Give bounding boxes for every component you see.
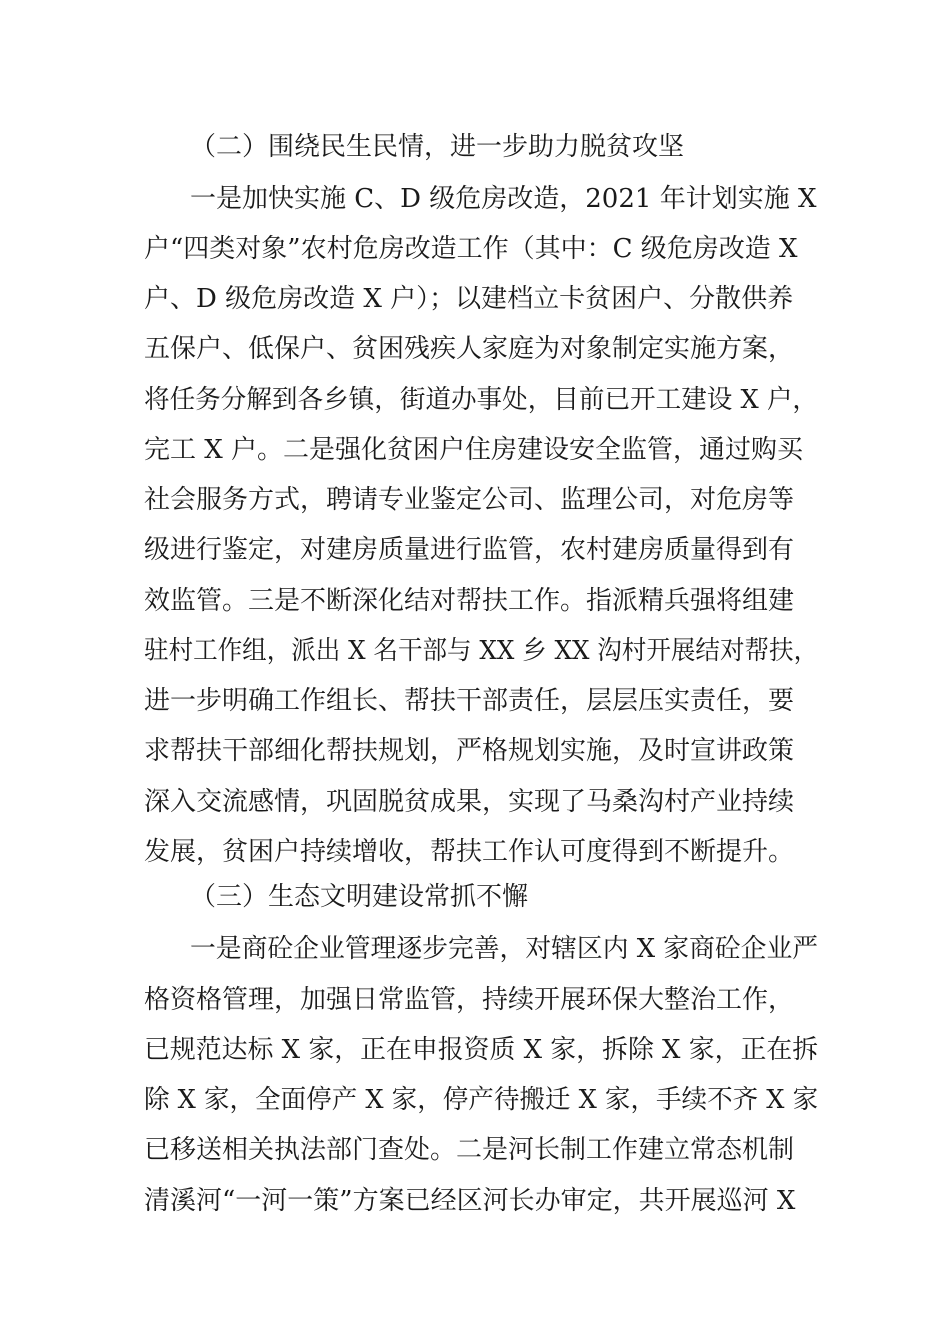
paragraph-line: 级进行鉴定，对建房质量进行监管，农村建房质量得到有 <box>144 535 795 565</box>
paragraph-line: 社会服务方式，聘请专业鉴定公司、监理公司，对危房等 <box>144 485 795 515</box>
paragraph-line: 户“四类对象”农村危房改造工作（其中：C 级危房改造 X <box>144 234 798 264</box>
paragraph-line: 除 X 家，全面停产 X 家，停产待搬迁 X 家，手续不齐 X 家 <box>144 1085 819 1115</box>
section-heading: （三）生态文明建设常抓不懈 <box>190 882 529 912</box>
paragraph-line: 求帮扶干部细化帮扶规划，严格规划实施，及时宣讲政策 <box>144 736 795 766</box>
paragraph-line: 已移送相关执法部门查处。二是河长制工作建立常态机制 <box>144 1135 795 1165</box>
paragraph-line: 清溪河“一河一策”方案已经区河长办审定，共开展巡河 X <box>144 1186 796 1216</box>
paragraph-line: 深入交流感情，巩固脱贫成果，实现了马桑沟村产业持续 <box>144 787 795 817</box>
paragraph-line: 驻村工作组，派出 X 名干部与 XX 乡 XX 沟村开展结对帮扶， <box>144 636 819 666</box>
paragraph-line: 一是商砼企业管理逐步完善，对辖区内 X 家商砼企业严 <box>190 934 819 964</box>
paragraph-line: 已规范达标 X 家，正在申报资质 X 家，拆除 X 家，正在拆 <box>144 1035 819 1065</box>
paragraph-line: 一是加快实施 C、D 级危房改造，2021 年计划实施 X <box>190 184 817 214</box>
paragraph-line: 效监管。三是不断深化结对帮扶工作。指派精兵强将组建 <box>144 586 795 616</box>
paragraph-line: 户、D 级危房改造 X 户）；以建档立卡贫困户、分散供养 <box>144 284 794 314</box>
section-heading: （二）围绕民生民情，进一步助力脱贫攻坚 <box>190 132 685 162</box>
paragraph-line: 进一步明确工作组长、帮扶干部责任，层层压实责任，要 <box>144 686 795 716</box>
paragraph-line: 发展，贫困户持续增收，帮扶工作认可度得到不断提升。 <box>144 837 795 867</box>
paragraph-line: 格资格管理，加强日常监管，持续开展环保大整治工作， <box>144 985 795 1015</box>
paragraph-line: 将任务分解到各乡镇，街道办事处，目前已开工建设 X 户， <box>144 385 819 415</box>
paragraph-line: 五保户、低保户、贫困残疾人家庭为对象制定实施方案， <box>144 334 795 364</box>
paragraph-line: 完工 X 户。二是强化贫困户住房建设安全监管，通过购买 <box>144 435 804 465</box>
